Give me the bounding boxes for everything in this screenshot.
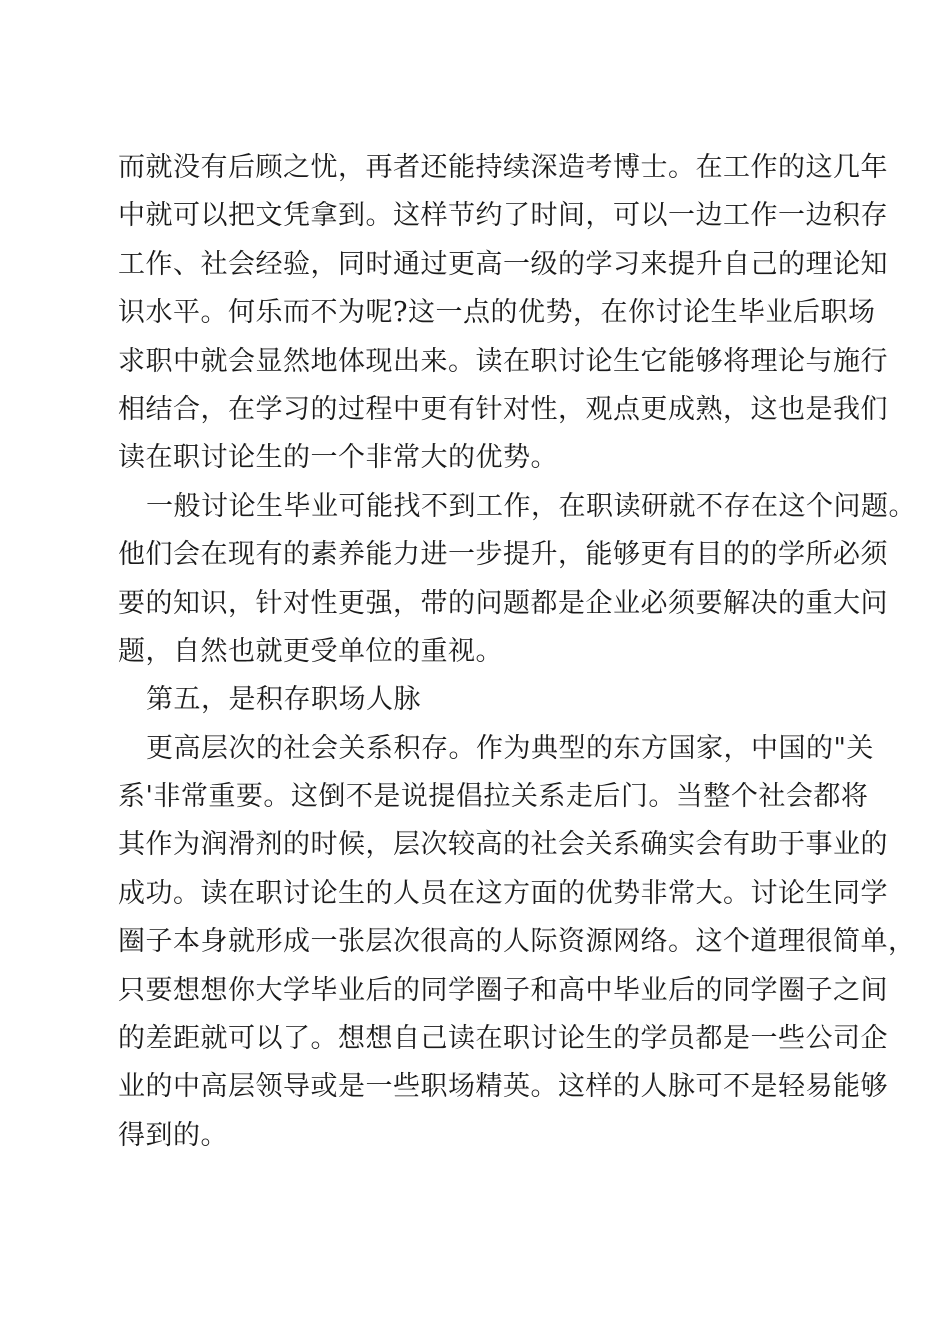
text-line: 一般讨论生毕业可能找不到工作，在职读研就不存在这个问题。 [146,490,916,522]
text-line: 成功。读在职讨论生的人员在这方面的优势非常大。讨论生同学 [118,877,888,909]
text-line: 识水平。何乐而不为呢?这一点的优势，在你讨论生毕业后职场 [118,297,876,329]
text-line: 得到的。 [118,1119,228,1151]
text-line: 而就没有后顾之忧，再者还能持续深造考博士。在工作的这几年 [118,152,888,183]
text-line: 系'非常重要。这倒不是说提倡拉关系走后门。当整个社会都将 [118,781,869,813]
text-line: 求职中就会显然地体现出来。读在职讨论生它能够将理论与施行 [118,345,888,377]
text-line: 中就可以把文凭拿到。这样节约了时间，可以一边工作一边积存 [118,200,888,232]
text-line: 相结合，在学习的过程中更有针对性，观点更成熟，这也是我们 [118,393,888,425]
text-line: 只要想想你大学毕业后的同学圈子和高中毕业后的同学圈子之间 [118,974,888,1006]
text-line: 更高层次的社会关系积存。作为典型的东方国家，中国的"关 [146,732,874,764]
text-line: 其作为润滑剂的时候，层次较高的社会关系确实会有助于事业的 [118,829,888,861]
text-line: 读在职讨论生的一个非常大的优势。 [118,442,558,474]
text-line: 他们会在现有的素养能力进一步提升，能够更有目的的学所必须 [118,539,888,571]
text-line: 业的中高层领导或是一些职场精英。这样的人脉可不是轻易能够 [118,1071,888,1103]
section-heading: 第五，是积存职场人脉 [146,684,421,716]
body-text [118,144,916,1160]
text-line: 圈子本身就形成一张层次很高的人际资源网络。这个道理很简单， [118,926,916,958]
text-line: 要的知识，针对性更强，带的问题都是企业必须要解决的重大问 [118,587,888,619]
text-line: 工作、社会经验，同时通过更高一级的学习来提升自己的理论知 [118,248,888,280]
text-line: 的差距就可以了。想想自己读在职讨论生的学员都是一些公司企 [118,1023,888,1055]
text-line: 题，自然也就更受单位的重视。 [118,635,503,667]
